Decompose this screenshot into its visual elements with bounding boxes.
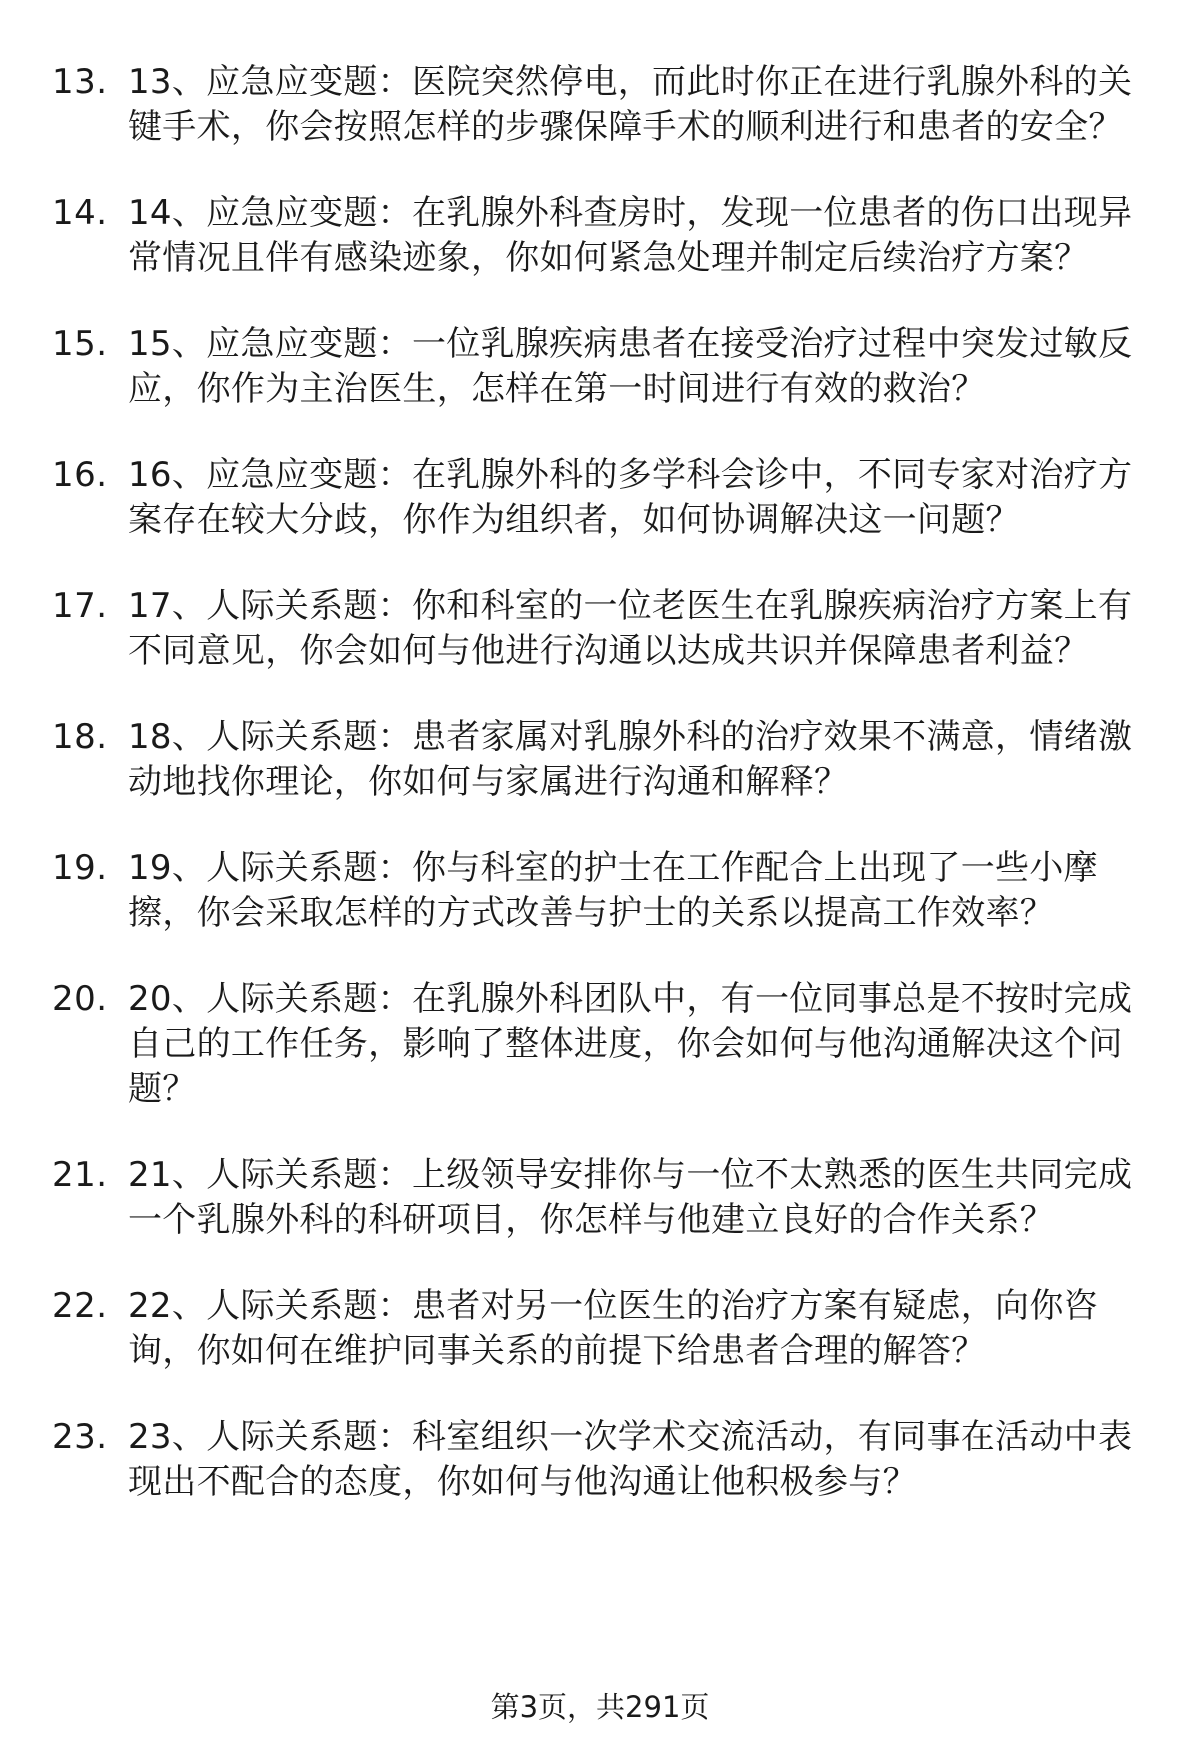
question-item [52, 715, 1162, 805]
question-text: 13、应急应变题：医院突然停电，而此时你正在进行乳腺外科的关键手术，你会按照怎样的步骤保障手术的顺利进行和患者的安全？ [128, 62, 1133, 147]
question-item [52, 584, 1162, 674]
question-number: 21. [52, 1155, 108, 1195]
question-item [52, 1415, 1162, 1505]
question-item [52, 1284, 1162, 1374]
question-item [52, 1153, 1162, 1243]
question-number: 15. [52, 324, 108, 364]
question-text: 18、人际关系题：患者家属对乳腺外科的治疗效果不满意，情绪激动地找你理论，你如何与家属进行沟通和解释？ [128, 717, 1133, 802]
question-text: 19、人际关系题：你与科室的护士在工作配合上出现了一些小摩擦，你会采取怎样的方式改善与护士的关系以提高工作效率？ [128, 848, 1098, 933]
question-item [52, 977, 1162, 1112]
question-text: 15、应急应变题：一位乳腺疾病患者在接受治疗过程中突发过敏反应，你作为主治医生，怎样在第一时间进行有效的救治？ [128, 324, 1133, 409]
question-number: 23. [52, 1417, 108, 1457]
question-text: 20、人际关系题：在乳腺外科团队中，有一位同事总是不按时完成自己的工作任务，影响了整体进度，你会如何与他沟通解决这个问题？ [128, 979, 1133, 1109]
question-number: 20. [52, 979, 108, 1019]
question-item [52, 60, 1162, 150]
question-number: 22. [52, 1286, 108, 1326]
question-text: 21、人际关系题：上级领导安排你与一位不太熟悉的医生共同完成一个乳腺外科的科研项目，你怎样与他建立良好的合作关系？ [128, 1155, 1133, 1240]
question-item [52, 322, 1162, 412]
question-number: 17. [52, 586, 108, 626]
question-item [52, 191, 1162, 281]
question-number: 14. [52, 193, 108, 233]
question-number: 13. [52, 62, 108, 102]
page-footer: 第3页，共291页 [490, 1690, 710, 1724]
question-text: 23、人际关系题：科室组织一次学术交流活动，有同事在活动中表现出不配合的态度，你如何与他沟通让他积极参与？ [128, 1417, 1133, 1502]
question-number: 19. [52, 848, 108, 888]
question-item [52, 846, 1162, 936]
question-text: 14、应急应变题：在乳腺外科查房时，发现一位患者的伤口出现异常情况且伴有感染迹象，你如何紧急处理并制定后续治疗方案？ [128, 193, 1133, 278]
question-text: 22、人际关系题：患者对另一位医生的治疗方案有疑虑，向你咨询，你如何在维护同事关系的前提下给患者合理的解答？ [128, 1286, 1098, 1371]
question-number: 16. [52, 455, 108, 495]
question-item [52, 453, 1162, 543]
question-text: 16、应急应变题：在乳腺外科的多学科会诊中，不同专家对治疗方案存在较大分歧，你作为组织者，如何协调解决这一问题？ [128, 455, 1133, 540]
question-text: 17、人际关系题：你和科室的一位老医生在乳腺疾病治疗方案上有不同意见，你会如何与他进行沟通以达成共识并保障患者利益？ [128, 586, 1133, 671]
question-list [52, 60, 1162, 1546]
question-number: 18. [52, 717, 108, 757]
